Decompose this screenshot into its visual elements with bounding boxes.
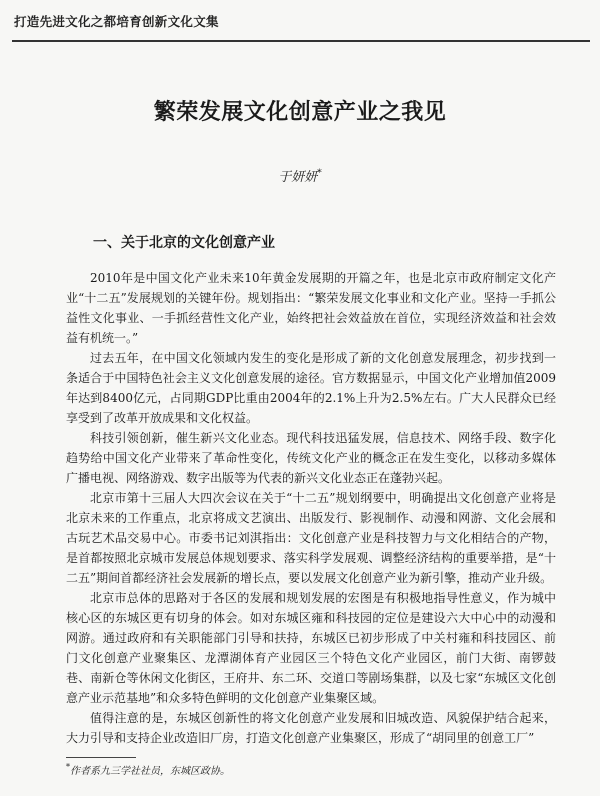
author-name: 于妍妍: [278, 170, 318, 185]
author-footnote-mark: *: [317, 168, 322, 179]
article-title: 繁荣发展文化创意产业之我见: [153, 99, 447, 125]
paragraph: 北京市总体的思路对于各区的发展和规划发展的宏图是有积极地指导性意义，作为城中核心区的东城区更有切身的体会。如对东城区雍和科技园的定位是建设六大中心中的动漫和网游。通过政府和有关职能部门引导和扶持，东城区已初步形成了中关村雍和科技园区、前门文化创意产业聚集区、龙潭湖体育产业园区三个特色文化产业园区，前门大街、南锣鼓巷、南新仓等休闲文化街区，王府井、东二环、交道口等剧场集群，以及七家“东城区文化创意产业示范基地”和众多特色鲜明的文化创意产业集聚区域。: [66, 591, 556, 705]
footnote-text: 作者系九三学社社员，东城区政协。: [70, 766, 230, 777]
paragraph: 北京市第十三届人大四次会议在关于“十二五”规划纲要中，明确提出文化创意产业将是北京未来的工作重点，北京将成文艺演出、出版发行、影视制作、动漫和网游、文化会展和古玩艺术品交易中心。市委书记刘淇指出：文化创意产业是科技智力与文化相结合的产物，是首都按照北京城市发展总体规划要求、落实科学发展观、调整经济结构的重要举措，是“十二五”期间首都经济社会发展新的增长点，要以发展文化创意产业为新引擎，推动产业升级。: [66, 491, 556, 585]
running-head: 打造先进文化之都培育创新文化文集: [14, 14, 219, 29]
article-body: [66, 268, 556, 748]
paragraph: 2010年是中国文化产业未来10年黄金发展期的开篇之年，也是北京市政府制定文化产业“十二五”发展规划的关键年份。规划指出：“繁荣发展文化事业和文化产业。坚持一手抓公益性文化事业、一手抓经营性文化产业，始终把社会效益放在首位，实现经济效益和社会效益有机统一。”: [66, 271, 556, 345]
footnote: [66, 762, 230, 777]
paragraph: 科技引领创新，催生新兴文化业态。现代科技迅猛发展，信息技术、网络手段、数字化趋势给中国文化产业带来了革命性变化，传统文化产业的概念正在发生变化，以移动多媒体广播电视、网络游戏、数字出版等为代表的新兴文化业态正在蓬勃兴起。: [66, 431, 556, 485]
section-heading: 一、关于北京的文化创意产业: [93, 235, 275, 251]
paragraph: 值得注意的是，东城区创新性的将文化创意产业发展和旧城改造、风貌保护结合起来，大力引导和支持企业改造旧厂房，打造文化创意产业集聚区，形成了“胡同里的创意工厂”: [66, 711, 556, 745]
paragraph: 过去五年，在中国文化领域内发生的变化是形成了新的文化创意发展理念，初步找到一条适合于中国特色社会主义文化创意发展的途径。官方数据显示，中国文化产业增加值2009年达到8400亿元，占同期GDP比重由2004年的2.1%上升为2.5%左右。广大人民群众已经享受到了改革开放成果和文化权益。: [66, 351, 556, 425]
footnote-mark: *: [66, 762, 70, 772]
header-rule: [12, 40, 590, 42]
author-line: [0, 166, 600, 185]
footnote-rule: [66, 757, 136, 758]
